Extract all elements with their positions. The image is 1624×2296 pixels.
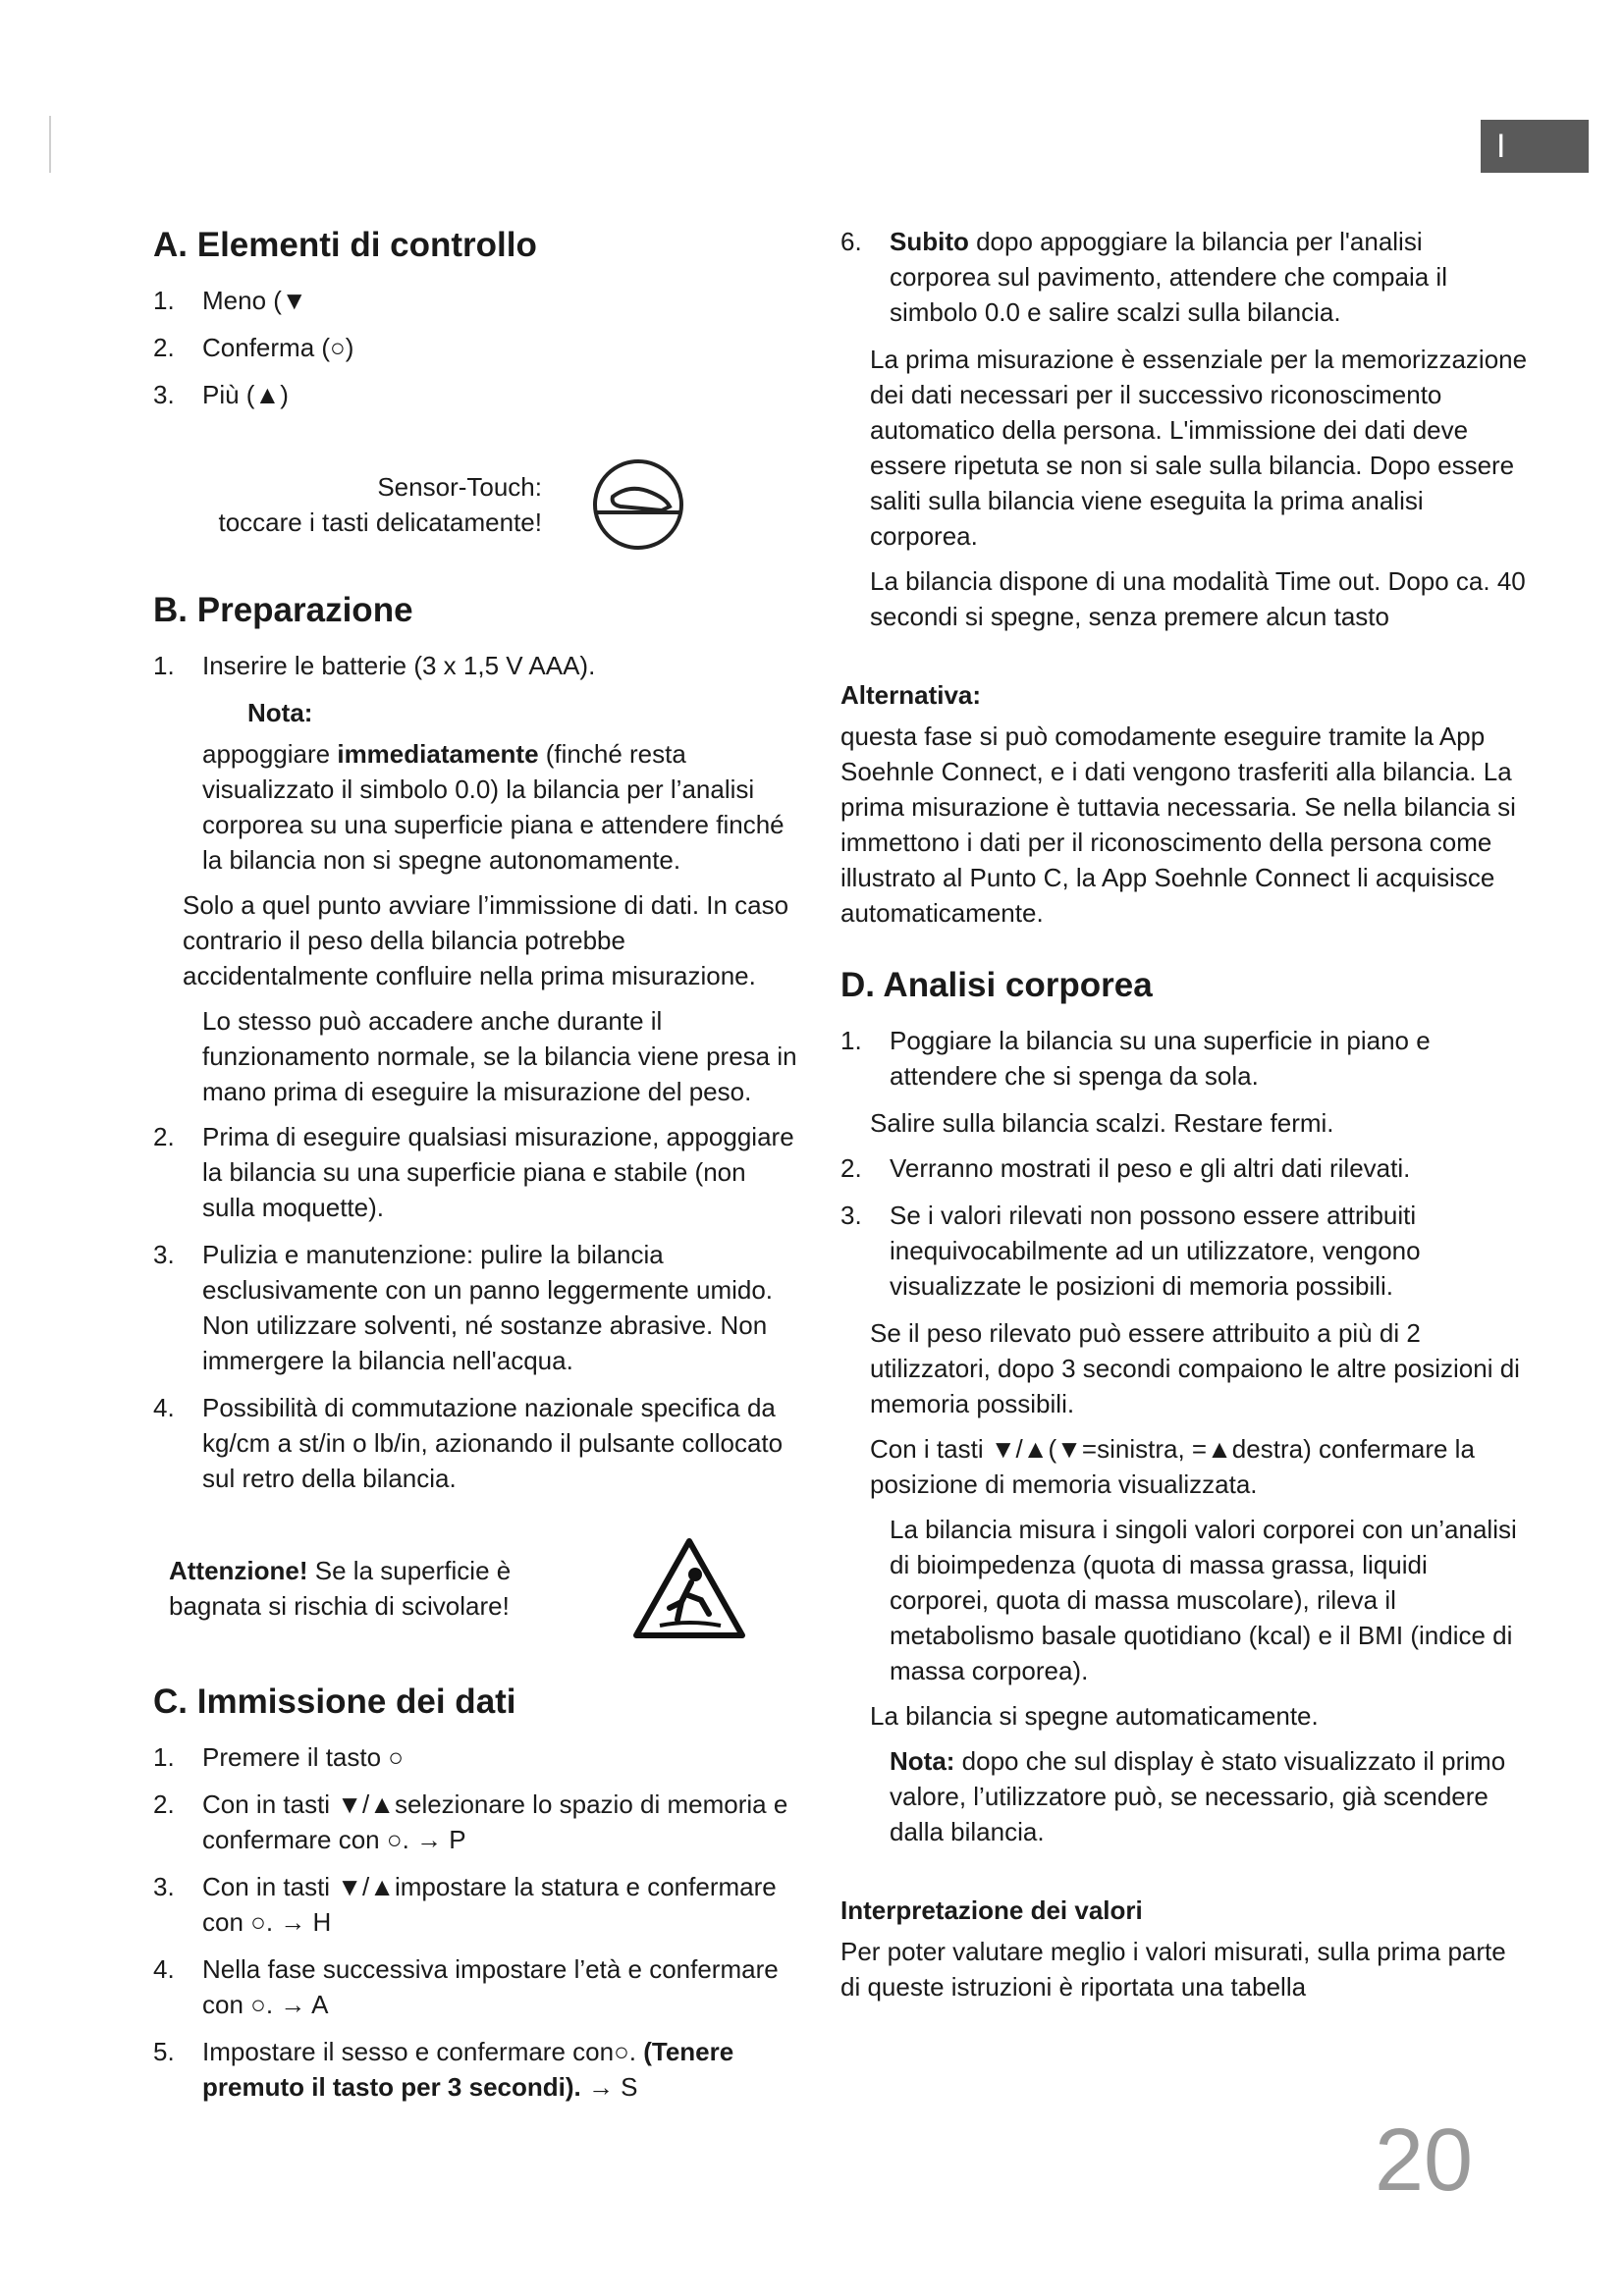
paragraph: La bilancia misura i singoli valori corporei con un’analisi di bioimpedenza (quota di massa grassa, liquidi corporei, quota di massa muscolare), rileva il metabolismo basale quotidiano (kcal) e il BMI (indice di massa corporea). xyxy=(890,1515,1517,1685)
slip-warning: Attenzione! Se la superficie è bagnata si rischia di scivolare! xyxy=(169,1535,801,1641)
list-item: 4. Possibilità di commutazione nazionale specifica da kg/cm a st/in o lb/in, azionando il pulsante collocato sul retro della bilancia. xyxy=(153,1393,784,1493)
section-b-title: B. Preparazione xyxy=(153,591,413,629)
list-item: 6. Subito dopo appoggiare la bilancia per l'analisi corporea sul pavimento, attendere che compaia il simbolo 0.0 e salire scalzi sulla bilancia. xyxy=(840,227,1447,327)
list-item: 3. Con in tasti ▼/▲impostare la statura e confermare con ○. → H xyxy=(153,1872,777,1937)
section-a-title: A. Elementi di controllo xyxy=(153,226,537,264)
paragraph: Salire sulla bilancia scalzi. Restare fermi. xyxy=(870,1108,1334,1138)
margin-rule xyxy=(49,116,51,173)
section-a-list xyxy=(153,283,801,412)
list-item: 2. Prima di eseguire qualsiasi misurazione, appoggiare la bilancia su una superficie piana e stabile (non sulla moquette). xyxy=(153,1122,794,1222)
section-c-title: C. Immissione dei dati xyxy=(153,1682,516,1721)
list-item: 3. Più (▲) xyxy=(153,380,289,409)
list-item: 2. Conferma (○) xyxy=(153,333,354,362)
list-item: 5. Impostare il sesso e confermare con○. (Tenere premuto il tasto per 3 secondi). → S xyxy=(153,2037,734,2102)
section-d-list xyxy=(840,1150,1528,1304)
list-item: 1. Meno (▼ xyxy=(153,286,307,315)
sensor-touch-notice xyxy=(169,457,801,552)
language-tab: I xyxy=(1481,120,1589,173)
section-b-list xyxy=(153,1119,801,1496)
list-item: 2. Con in tasti ▼/▲selezionare lo spazio di memoria e confermare con ○. → P xyxy=(153,1789,788,1854)
interpretation-title: Interpretazione dei valori xyxy=(840,1896,1143,1925)
section-c-list xyxy=(153,1739,801,2105)
sensor-line-1: Sensor-Touch: xyxy=(377,472,542,502)
page-number: 20 xyxy=(1375,2111,1474,2210)
touch-finger-icon xyxy=(591,457,685,552)
list-item: 1. Poggiare la bilancia su una superficie in piano e attendere che si spenga da sola. xyxy=(840,1026,1431,1091)
list-item: 3. Se i valori rilevati non possono essere attribuiti inequivocabilmente ad un utilizzatore, vengono visualizzate le posizioni di memoria possibili. xyxy=(840,1201,1421,1301)
alternative-title: Alternativa: xyxy=(840,680,982,710)
note-text: appoggiare immediatamente (finché resta visualizzato il simbolo 0.0) la bilancia per l’analisi corporea su una superficie piana e attendere finché la bilancia non si spegne autonomamente. xyxy=(202,739,785,875)
list-item: 1. Inserire le batterie (3 x 1,5 V AAA). xyxy=(153,651,596,680)
paragraph: La bilancia si spegne automaticamente. xyxy=(870,1701,1319,1731)
paragraph: Solo a quel punto avviare l’immissione di dati. In caso contrario il peso della bilancia potrebbe accidentalmente confluire nella prima misurazione. xyxy=(183,890,789,990)
paragraph: La bilancia dispone di una modalità Time out. Dopo ca. 40 secondi si spegne, senza premere alcun tasto xyxy=(870,566,1526,631)
list-item: 3. Pulizia e manutenzione: pulire la bilancia esclusivamente con un panno leggermente umido. Non utilizzare solventi, né sostanze abrasive. Non immergere la bilancia nell'acqua. xyxy=(153,1240,774,1375)
sensor-line-2: toccare i tasti delicatamente! xyxy=(218,507,542,537)
note-text: Nota: dopo che sul display è stato visualizzato il primo valore, l’utilizzatore può, se necessario, già scendere dalla bilancia. xyxy=(890,1746,1506,1846)
paragraph: Lo stesso può accadere anche durante il funzionamento normale, se la bilancia viene presa in mano prima di eseguire la misurazione del peso. xyxy=(202,1006,797,1106)
left-column xyxy=(153,224,801,2116)
section-d-title: D. Analisi corporea xyxy=(840,966,1153,1004)
wet-floor-warning-icon xyxy=(630,1535,748,1641)
interpretation-text: Per poter valutare meglio i valori misurati, sulla prima parte di queste istruzioni è riportata una tabella xyxy=(840,1937,1506,2002)
note-title: Nota: xyxy=(247,698,313,727)
paragraph: Con i tasti ▼/▲(▼=sinistra, =▲destra) confermare la posizione di memoria visualizzata. xyxy=(870,1434,1475,1499)
right-column xyxy=(840,224,1528,2004)
list-item: 4. Nella fase successiva impostare l’età e confermare con ○. → A xyxy=(153,1954,779,2019)
list-item: 2. Verranno mostrati il peso e gli altri dati rilevati. xyxy=(840,1153,1411,1183)
list-item: 1. Premere il tasto ○ xyxy=(153,1742,404,1772)
paragraph: Se il peso rilevato può essere attribuito a più di 2 utilizzatori, dopo 3 secondi compaiono le altre posizioni di memoria possibili. xyxy=(870,1318,1520,1418)
paragraph: La prima misurazione è essenziale per la memorizzazione dei dati necessari per il successivo riconoscimento automatico della persona. L'immissione dei dati deve essere ripetuta se non si sale sulla bilancia. Dopo essere saliti sulla bilancia viene eseguita la prima analisi corporea. xyxy=(870,345,1528,551)
alternative-text: questa fase si può comodamente eseguire tramite la App Soehnle Connect, e i dati vengono trasferiti alla bilancia. La prima misurazione è tuttavia necessaria. Se nella bilancia si immettono i dati per il riconoscimento della persona come illustrato al Punto C, la App Soehnle Connect li acquisisce automaticamente. xyxy=(840,721,1516,928)
